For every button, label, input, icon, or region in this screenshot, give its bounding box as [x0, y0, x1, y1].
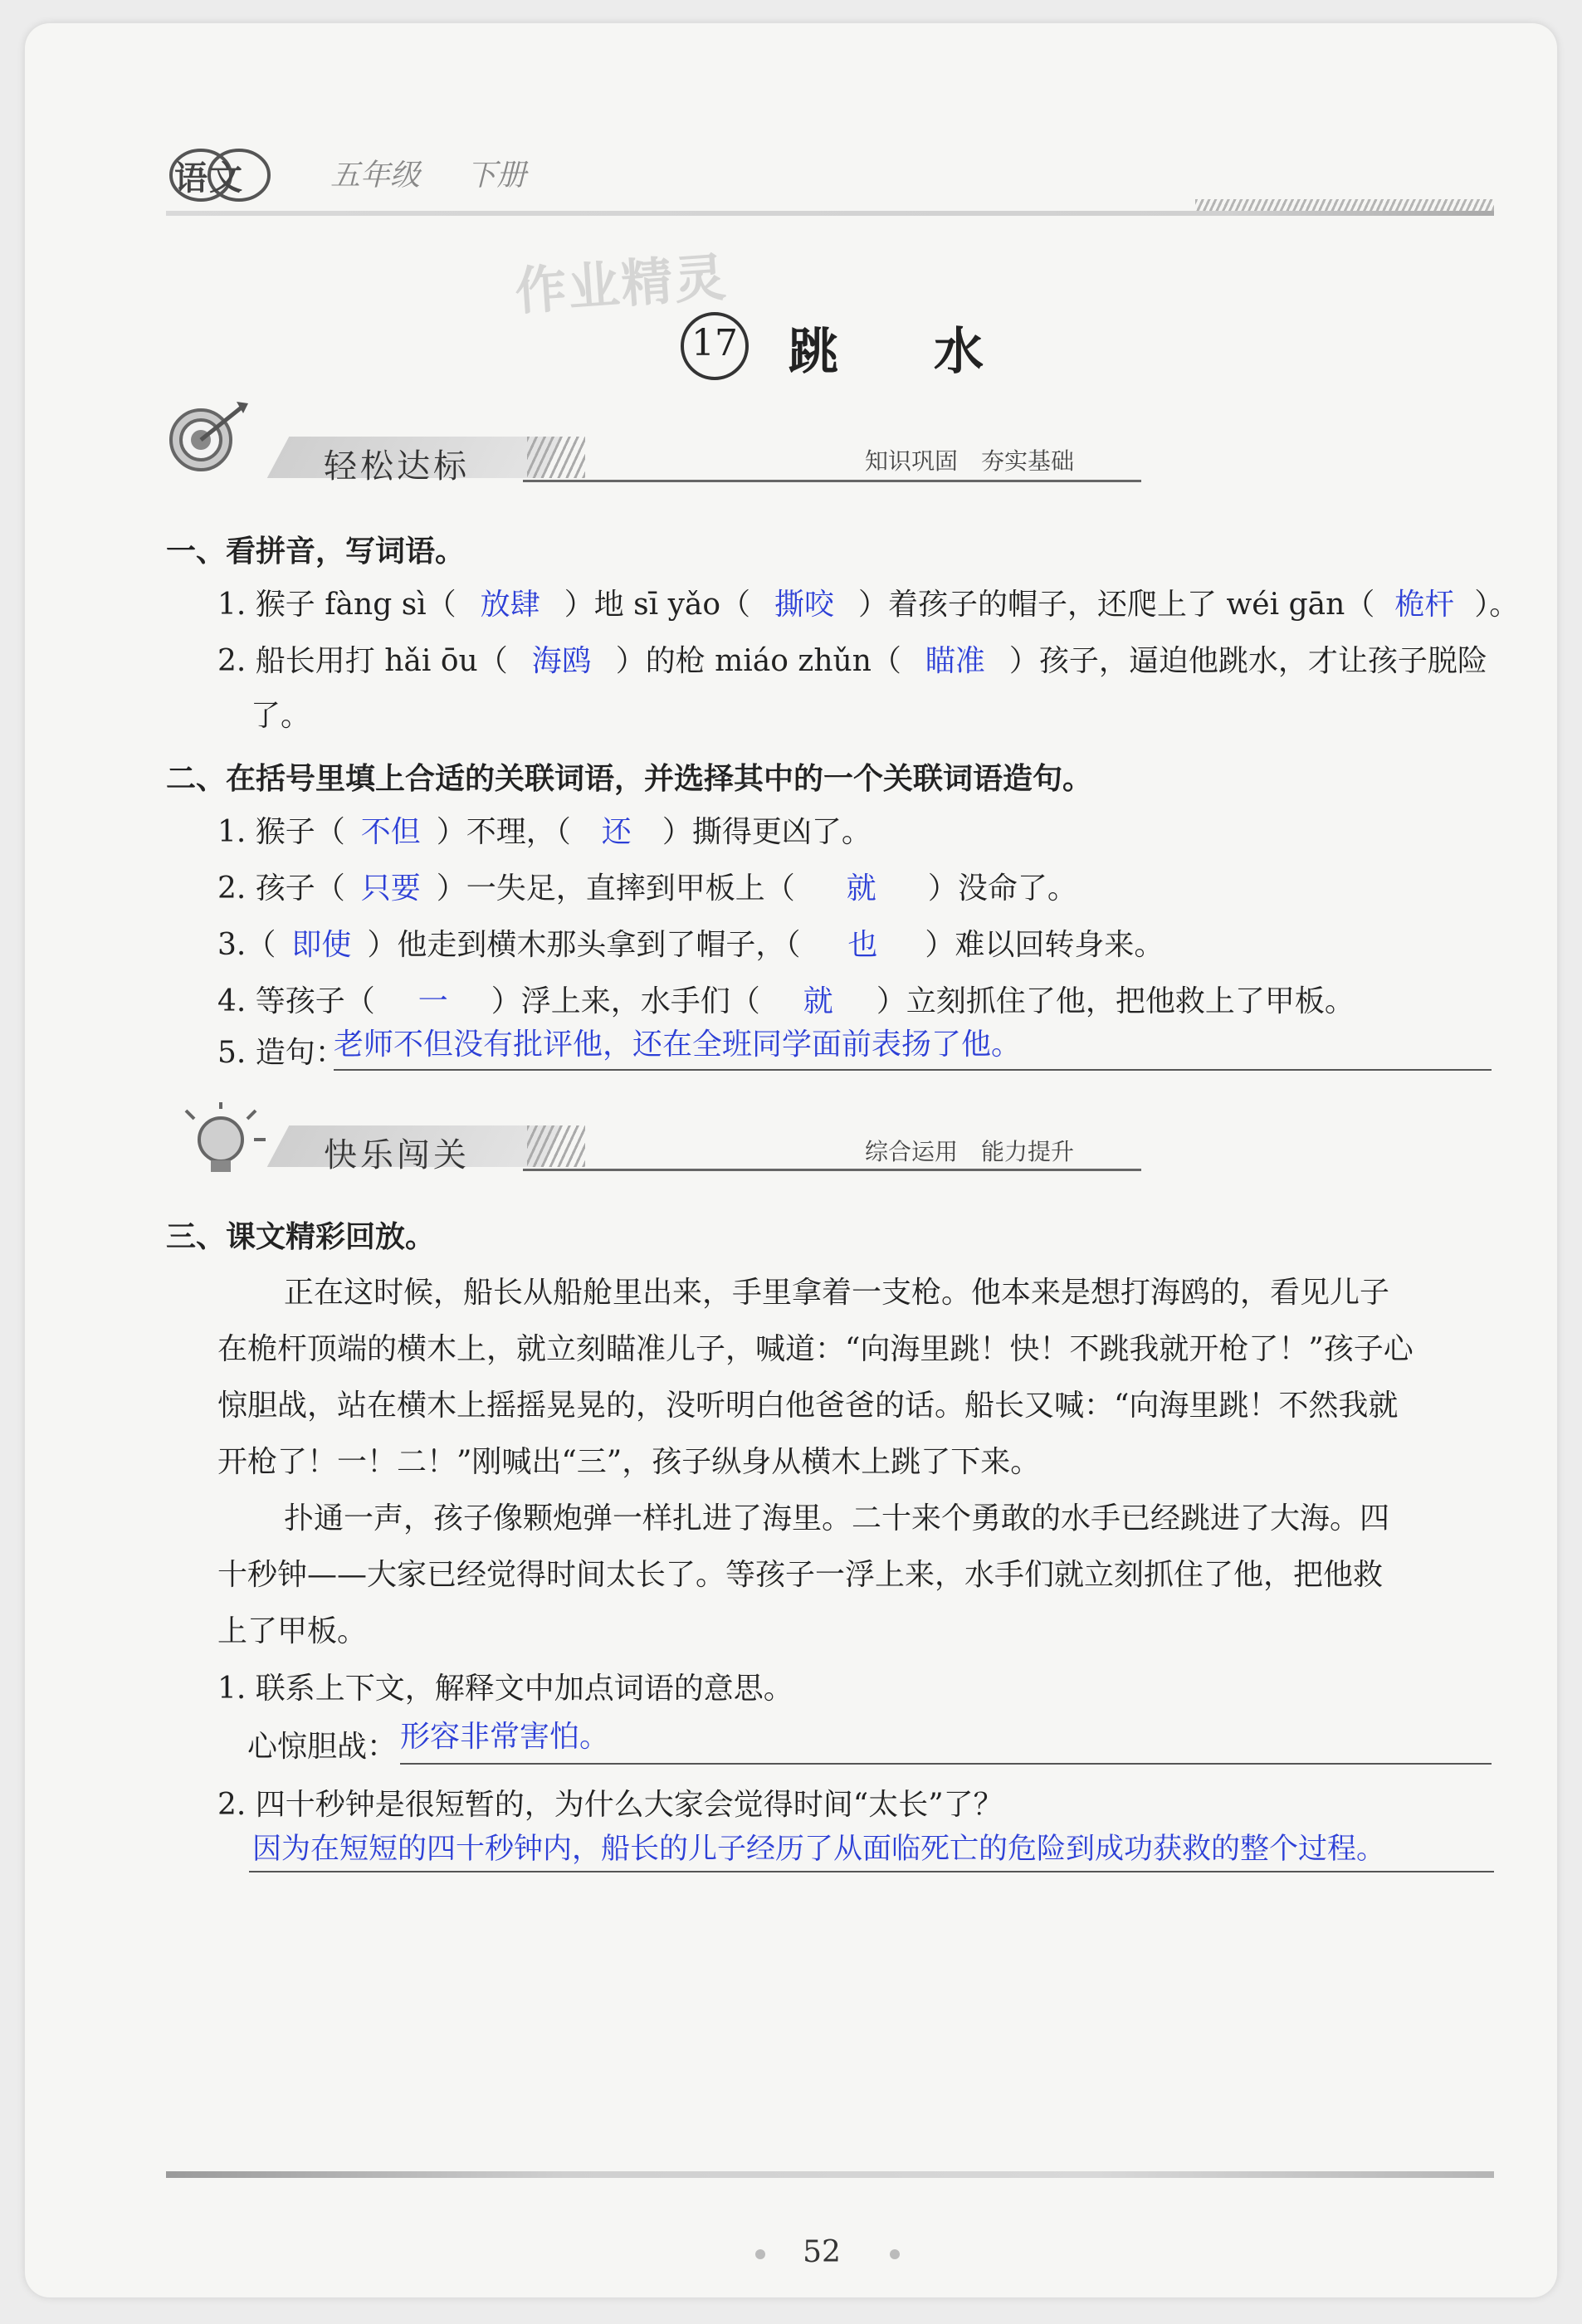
section2-tagline: 综合运用 能力提升 — [865, 1138, 1075, 1165]
q2-answer-2b[interactable]: 就 — [846, 872, 876, 906]
workbook-page — [25, 23, 1557, 2297]
q3-sub2: 2. 四十秒钟是很短暂的，为什么大家会觉得时间“太长”了？ — [217, 1788, 1003, 1822]
lesson-title-char2: 水 — [934, 323, 984, 381]
q1-answer-siyao[interactable]: 撕咬 — [774, 588, 835, 622]
q2-answer-1b[interactable]: 还 — [601, 815, 632, 849]
q1-line1: 1. 猴子 fàng sì（ 放肆 ）地 sī yǎo（ 撕咬 ）着孩子的帽子，还爬上了 wéi gān（ 桅杆 ）。 — [217, 588, 1520, 622]
q2-answer-4a[interactable]: 一 — [417, 984, 448, 1018]
q2-answer-1a[interactable]: 不但 — [360, 815, 421, 849]
passage-para2-line2: 十秒钟——大家已经觉得时间太长了。等孩子一浮上来，水手们就立刻抓住了他，把他救 — [217, 1558, 1384, 1592]
q2-answer-2a[interactable]: 只要 — [360, 872, 421, 906]
page-number-dot-right — [890, 2249, 900, 2259]
q2-line5-label: 5. 造句： — [217, 1036, 345, 1070]
passage-para1-line2: 在桅杆顶端的横木上，就立刻瞄准儿子，喊道：“向海里跳！快！不跳我就开枪了！”孩子心 — [217, 1332, 1414, 1366]
q1-answer-miaozhun[interactable]: 瞄准 — [925, 644, 985, 678]
q3-heading: 三、课文精彩回放。 — [166, 1220, 436, 1254]
q1-heading: 一、看拼音，写词语。 — [166, 535, 466, 569]
q1-line2: 2. 船长用打 hǎi ōu（ 海鸥 ）的枪 miáo zhǔn（ 瞄准 ）孩子，逼迫他跳水，才让孩子脱险 — [217, 644, 1487, 678]
subject-label: 语文 — [174, 159, 244, 198]
volume-label: 下册 — [466, 159, 527, 193]
q2-line3: 3.（ 即使 ）他走到横木那头拿到了帽子，（ 也 ）难以回转身来。 — [217, 928, 1165, 962]
q2-line1: 1. 猴子（ 不但 ）不理，（ 还 ）撕得更凶了。 — [217, 815, 872, 849]
section2-rule — [523, 1169, 1141, 1171]
q2-answer-3b[interactable]: 也 — [847, 928, 878, 962]
section2-banner — [278, 1125, 552, 1174]
section1-rule — [523, 480, 1141, 482]
q1-answer-fangsi[interactable]: 放肆 — [480, 588, 540, 622]
q2-line2: 2. 孩子（ 只要 ）一失足，直摔到甲板上（ 就 ）没命了。 — [217, 872, 1077, 906]
q3-sub2-answer-line[interactable] — [249, 1824, 1494, 1872]
q2-answer-3a[interactable]: 即使 — [291, 928, 352, 962]
q2-answer-4b[interactable]: 就 — [803, 984, 833, 1018]
section1-title: 轻松达标 — [324, 447, 470, 486]
q2-heading: 二、在括号里填上合适的关联词语，并选择其中的一个关联词语造句。 — [166, 762, 1093, 796]
lightbulb-icon — [181, 1102, 272, 1185]
footer-rule — [166, 2171, 1494, 2178]
q3-sub1-label: 心惊胆战： — [247, 1730, 398, 1764]
passage-para2-line3: 上了甲板。 — [217, 1614, 368, 1648]
watermark: 作业精灵 — [513, 247, 730, 322]
q1-line3: 了。 — [251, 699, 311, 733]
passage-para1-line1: 正在这时候，船长从船舱里出来，手里拿着一支枪。他本来是想打海鸥的，看见儿子 — [284, 1276, 1390, 1310]
page-number-dot-left — [755, 2249, 765, 2259]
q2-line4: 4. 等孩子（ 一 ）浮上来，水手们（ 就 ）立刻抓住了他，把他救上了甲板。 — [217, 984, 1355, 1018]
passage-para1-line3: 惊胆战 •，站在横木上摇摇晃晃的，没听明白他爸爸的话。船长又喊：“向海里跳！不然我就 — [217, 1378, 1570, 1434]
q2-sentence-answer: 老师不但没有批评他，还在全班同学面前表扬了他。 — [334, 1028, 1022, 1062]
q3-sub1: 1. 联系上下文，解释文中加点词语的意思。 — [217, 1672, 793, 1706]
section2-title: 快乐闯关 — [324, 1136, 470, 1174]
q3-sub2-answer: 因为在短短的四十秒钟内，船长的儿子经历了从面临死亡的危险到成功获救的整个过程。 — [252, 1833, 1386, 1866]
header-rule — [166, 211, 1494, 216]
section1-banner — [278, 437, 552, 486]
page-number: 52 — [803, 2235, 841, 2269]
q2-sentence-line[interactable] — [334, 1021, 1492, 1071]
lesson-title-char1: 跳 — [789, 323, 838, 381]
q3-sub1-answer-line[interactable] — [400, 1713, 1492, 1765]
passage-para2-line1: 扑通一声，孩子像颗炮弹一样扎进了海里。二十来个勇敢的水手已经跳进了大海。四 — [284, 1501, 1390, 1536]
dotted-phrase: 惊胆战 • — [217, 1389, 307, 1423]
q1-answer-haiou[interactable]: 海鸥 — [531, 644, 592, 678]
target-icon — [155, 398, 255, 473]
lesson-number: 17 — [691, 322, 738, 364]
section1-tagline: 知识巩固 夯实基础 — [865, 447, 1075, 475]
q1-answer-weigan[interactable]: 桅杆 — [1394, 588, 1455, 622]
grade-label: 五年级 — [330, 159, 421, 193]
q3-sub1-answer: 形容非常害怕。 — [400, 1720, 610, 1754]
passage-para1-line4: 开枪了！一！二！”刚喊出“三”，孩子纵身从横木上跳了下来。 — [217, 1445, 1041, 1479]
